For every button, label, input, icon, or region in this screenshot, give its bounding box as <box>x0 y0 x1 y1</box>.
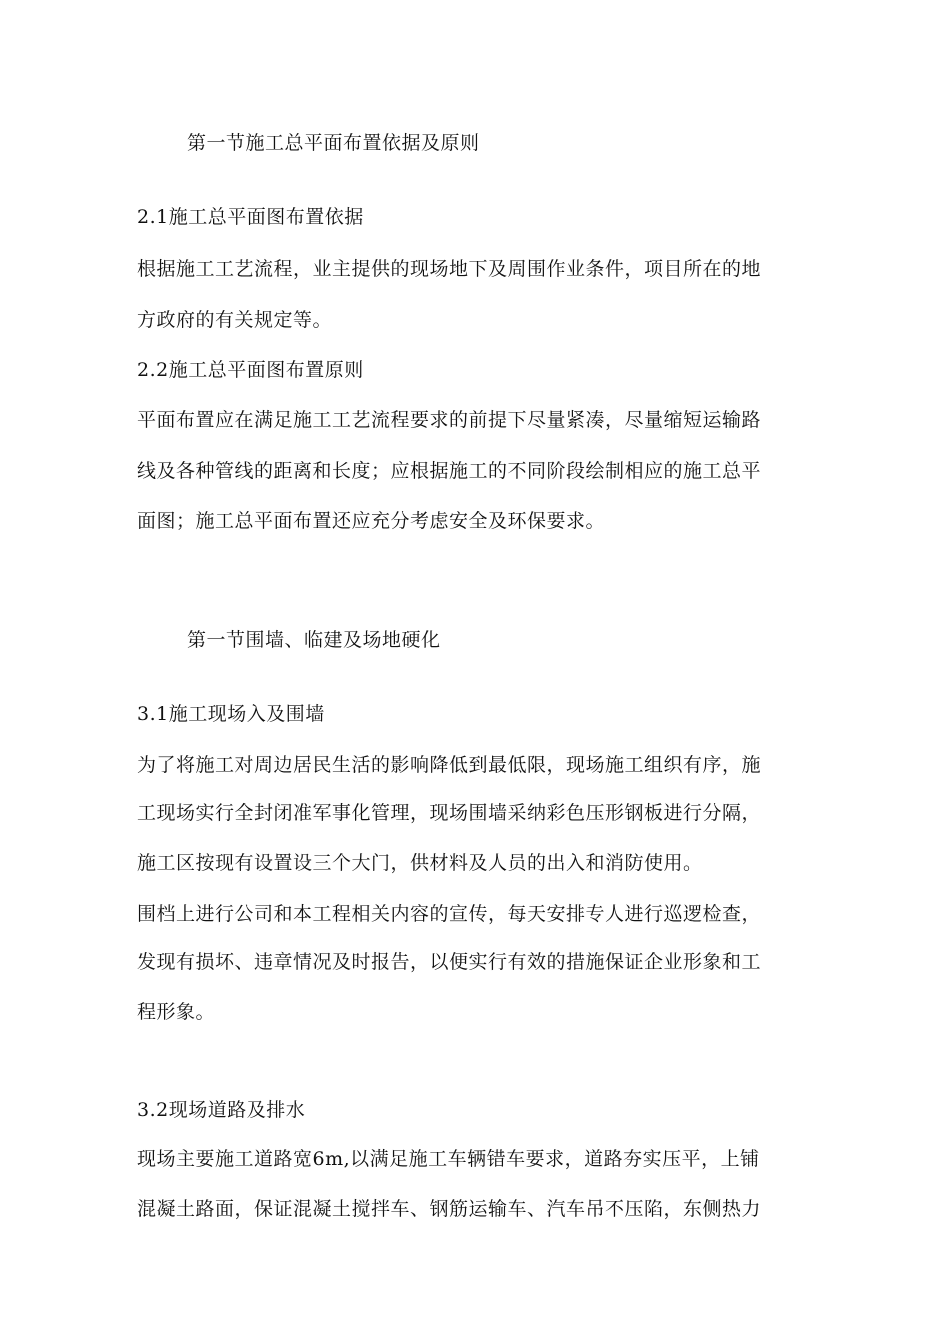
paragraph-line: 面图；施工总平面布置还应充分考虑安全及环保要求。 <box>137 510 606 532</box>
section-title: 第一节施工总平面布置依据及原则 <box>187 132 480 154</box>
paragraph-line: 线及各种管线的距离和长度；应根据施工的不同阶段绘制相应的施工总平 <box>137 460 762 482</box>
paragraph-line: 混凝土路面，保证混凝土搅拌车、钢筋运输车、汽车吊不压陷，东侧热力 <box>137 1198 762 1220</box>
subsection-heading: 3.2现场道路及排水 <box>137 1099 306 1121</box>
paragraph-line: 工现场实行全封闭准军事化管理，现场围墙采纳彩色压形钢板进行分隔， <box>137 802 762 824</box>
paragraph-line: 现场主要施工道路宽6m,以满足施工车辆错车要求，道路夯实压平，上铺 <box>137 1148 760 1170</box>
paragraph-line: 发现有损坏、违章情况及时报告，以便实行有效的措施保证企业形象和工 <box>137 951 762 973</box>
subsection-heading: 2.1施工总平面图布置依据 <box>137 206 364 228</box>
paragraph-line: 平面布置应在满足施工工艺流程要求的前提下尽量紧凑，尽量缩短运输路 <box>137 409 762 431</box>
section-title: 第一节围墙、临建及场地硬化 <box>187 629 441 651</box>
paragraph-line: 根据施工工艺流程，业主提供的现场地下及周围作业条件，项目所在的地 <box>137 258 762 280</box>
paragraph-line: 施工区按现有设置设三个大门，供材料及人员的出入和消防使用。 <box>137 852 703 874</box>
paragraph-line: 围档上进行公司和本工程相关内容的宣传，每天安排专人进行巡逻检查， <box>137 903 762 925</box>
subsection-heading: 3.1施工现场入及围墙 <box>137 703 325 725</box>
subsection-heading: 2.2施工总平面图布置原则 <box>137 359 364 381</box>
paragraph-line: 程形象。 <box>137 1001 216 1023</box>
paragraph-line: 方政府的有关规定等。 <box>137 309 333 331</box>
paragraph-line: 为了将施工对周边居民生活的影响降低到最低限，现场施工组织有序，施 <box>137 754 762 776</box>
